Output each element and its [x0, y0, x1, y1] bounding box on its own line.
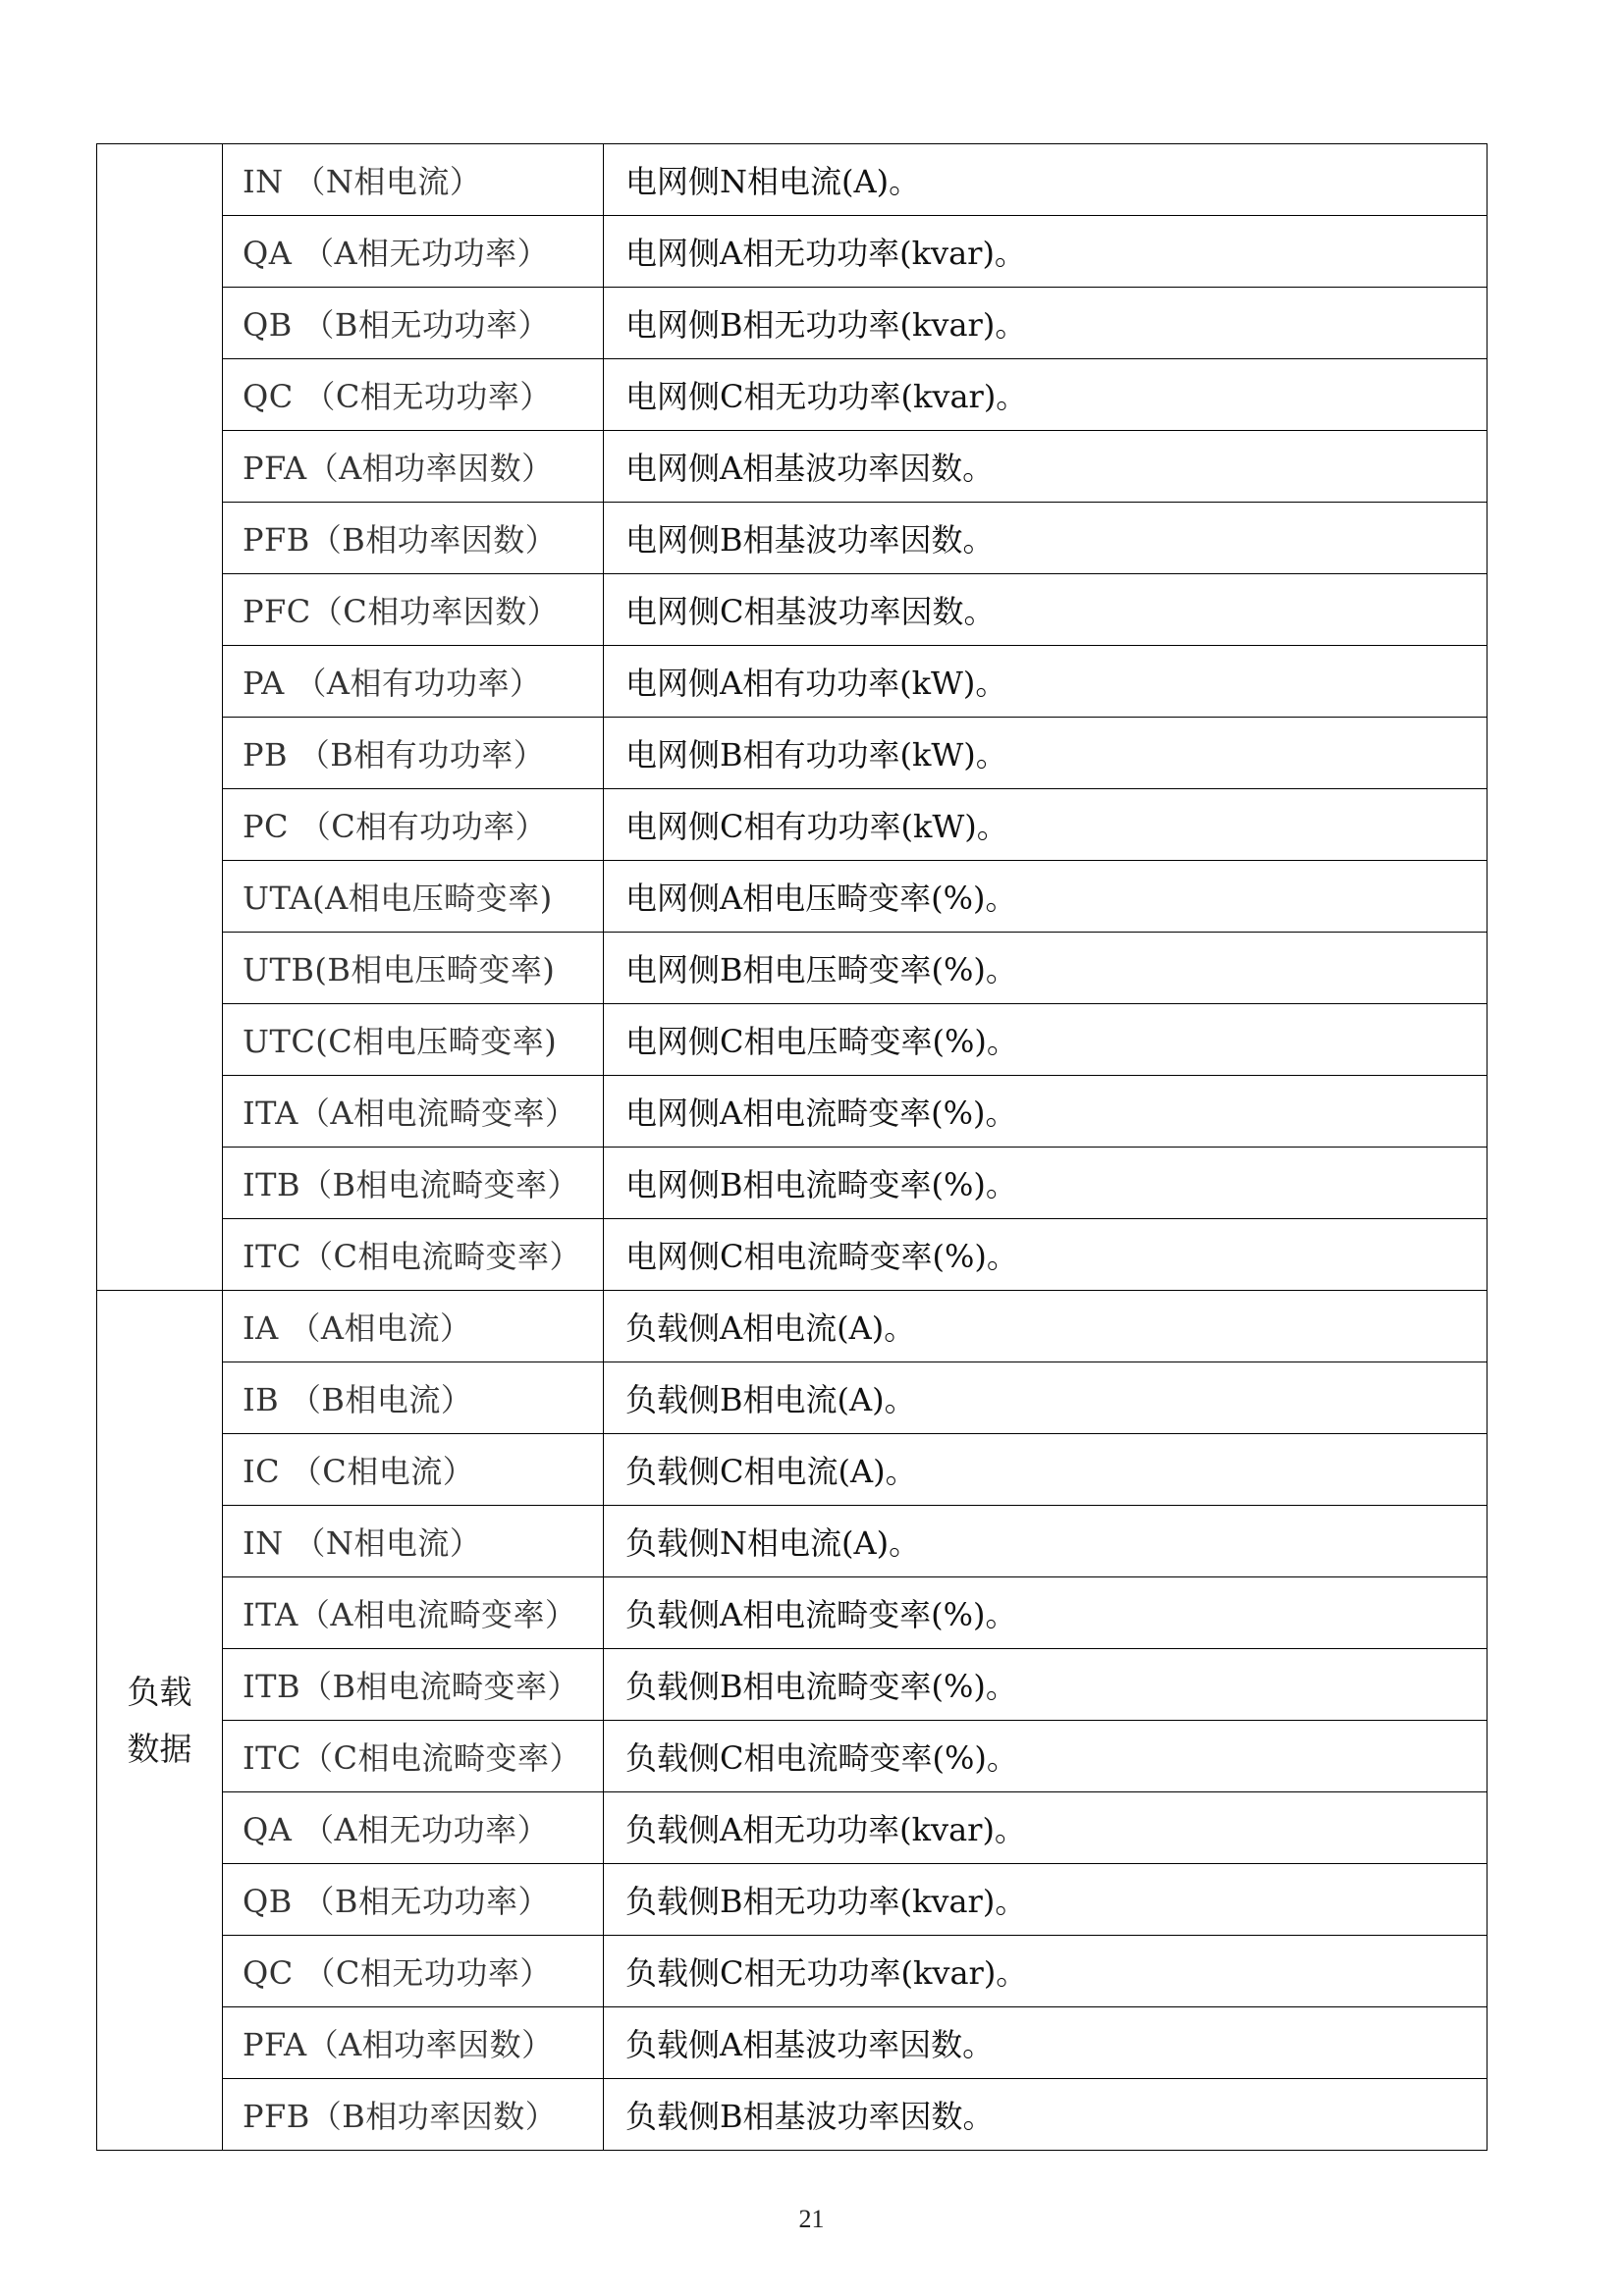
parameter-name-cell: QC （C相无功功率） — [223, 359, 604, 431]
section-label: 负载 数据 — [97, 1291, 223, 2151]
parameter-name-cell: UTB(B相电压畸变率) — [223, 933, 604, 1004]
parameter-name-cell: IB （B相电流） — [223, 1362, 604, 1434]
section-label — [97, 144, 223, 1291]
parameter-description-cell: 负载侧B相电流(A)。 — [604, 1362, 1488, 1434]
parameter-description-cell: 电网侧B相有功功率(kW)。 — [604, 718, 1488, 789]
table-row — [97, 574, 1488, 646]
parameter-description-cell: 电网侧C相有功功率(kW)。 — [604, 789, 1488, 861]
table-row — [97, 933, 1488, 1004]
parameter-description-cell: 负载侧A相电流畸变率(%)。 — [604, 1577, 1488, 1649]
table-row — [97, 1936, 1488, 2007]
parameter-name-cell: ITB（B相电流畸变率） — [223, 1649, 604, 1721]
table-row — [97, 2079, 1488, 2151]
parameter-name-cell: ITA（A相电流畸变率） — [223, 1076, 604, 1148]
table-row — [97, 1148, 1488, 1219]
parameter-description-cell: 负载侧A相电流(A)。 — [604, 1291, 1488, 1362]
parameter-name-cell: UTA(A相电压畸变率) — [223, 861, 604, 933]
table-row — [97, 861, 1488, 933]
parameter-description-cell: 负载侧B相电流畸变率(%)。 — [604, 1649, 1488, 1721]
parameter-name-cell: ITA（A相电流畸变率） — [223, 1577, 604, 1649]
parameter-name-cell: QA （A相无功功率） — [223, 216, 604, 288]
parameter-name-cell: QA （A相无功功率） — [223, 1792, 604, 1864]
parameter-name-cell: QC （C相无功功率） — [223, 1936, 604, 2007]
parameter-description-cell: 负载侧N相电流(A)。 — [604, 1506, 1488, 1577]
parameter-name-cell: PFA（A相功率因数） — [223, 2007, 604, 2079]
parameter-description-cell: 电网侧B相基波功率因数。 — [604, 503, 1488, 574]
parameter-name-cell: ITC（C相电流畸变率） — [223, 1219, 604, 1291]
parameter-description-cell: 电网侧B相无功功率(kvar)。 — [604, 288, 1488, 359]
parameter-description-cell: 电网侧N相电流(A)。 — [604, 144, 1488, 216]
parameter-description-cell: 电网侧A相电压畸变率(%)。 — [604, 861, 1488, 933]
parameter-description-cell: 电网侧A相基波功率因数。 — [604, 431, 1488, 503]
parameter-name-cell: IC （C相电流） — [223, 1434, 604, 1506]
table-row — [97, 1076, 1488, 1148]
parameter-name-cell: ITB（B相电流畸变率） — [223, 1148, 604, 1219]
table-row — [97, 1219, 1488, 1291]
table-row — [97, 718, 1488, 789]
table-row — [97, 216, 1488, 288]
table-row — [97, 1649, 1488, 1721]
parameter-description-cell: 电网侧C相电压畸变率(%)。 — [604, 1004, 1488, 1076]
parameter-name-cell: ITC（C相电流畸变率） — [223, 1721, 604, 1792]
parameter-name-cell: PA （A相有功功率） — [223, 646, 604, 718]
parameter-description-cell: 电网侧B相电压畸变率(%)。 — [604, 933, 1488, 1004]
parameter-name-cell: IN （N相电流） — [223, 144, 604, 216]
table-row — [97, 1362, 1488, 1434]
parameter-description-cell: 电网侧C相电流畸变率(%)。 — [604, 1219, 1488, 1291]
parameter-description-cell: 负载侧B相基波功率因数。 — [604, 2079, 1488, 2151]
table-row — [97, 1792, 1488, 1864]
parameter-description-cell: 负载侧C相电流畸变率(%)。 — [604, 1721, 1488, 1792]
table-row — [97, 1864, 1488, 1936]
table-row — [97, 1291, 1488, 1362]
table-row — [97, 431, 1488, 503]
parameter-name-cell: QB （B相无功功率） — [223, 1864, 604, 1936]
parameter-name-cell: PC （C相有功功率） — [223, 789, 604, 861]
parameter-description-cell: 电网侧C相基波功率因数。 — [604, 574, 1488, 646]
parameter-description-cell: 电网侧A相电流畸变率(%)。 — [604, 1076, 1488, 1148]
page-number: 21 — [798, 2205, 825, 2233]
table-row — [97, 503, 1488, 574]
table-row — [97, 1004, 1488, 1076]
table-row — [97, 1434, 1488, 1506]
parameter-description-cell: 负载侧A相基波功率因数。 — [604, 2007, 1488, 2079]
parameter-name-cell: PFB（B相功率因数） — [223, 2079, 604, 2151]
parameter-description-cell: 电网侧C相无功功率(kvar)。 — [604, 359, 1488, 431]
parameter-description-cell: 负载侧C相无功功率(kvar)。 — [604, 1936, 1488, 2007]
parameter-name-cell: PFC（C相功率因数） — [223, 574, 604, 646]
parameter-description-cell: 负载侧C相电流(A)。 — [604, 1434, 1488, 1506]
parameter-name-cell: UTC(C相电压畸变率) — [223, 1004, 604, 1076]
table-row — [97, 1721, 1488, 1792]
parameter-name-cell: PFB（B相功率因数） — [223, 503, 604, 574]
parameter-table-body — [97, 144, 1488, 2151]
table-row — [97, 359, 1488, 431]
parameter-name-cell: QB （B相无功功率） — [223, 288, 604, 359]
table-row — [97, 789, 1488, 861]
table-row — [97, 144, 1488, 216]
parameter-description-cell: 电网侧A相无功功率(kvar)。 — [604, 216, 1488, 288]
parameter-description-cell: 负载侧A相无功功率(kvar)。 — [604, 1792, 1488, 1864]
table-row — [97, 1506, 1488, 1577]
parameter-description-cell: 电网侧B相电流畸变率(%)。 — [604, 1148, 1488, 1219]
table-row — [97, 1577, 1488, 1649]
table-row — [97, 2007, 1488, 2079]
parameter-description-cell: 电网侧A相有功功率(kW)。 — [604, 646, 1488, 718]
parameter-name-cell: IN （N相电流） — [223, 1506, 604, 1577]
table-row — [97, 288, 1488, 359]
parameter-name-cell: PB （B相有功功率） — [223, 718, 604, 789]
parameter-name-cell: PFA（A相功率因数） — [223, 431, 604, 503]
parameter-name-cell: IA （A相电流） — [223, 1291, 604, 1362]
parameter-table — [96, 143, 1488, 2151]
parameter-description-cell: 负载侧B相无功功率(kvar)。 — [604, 1864, 1488, 1936]
table-row — [97, 646, 1488, 718]
